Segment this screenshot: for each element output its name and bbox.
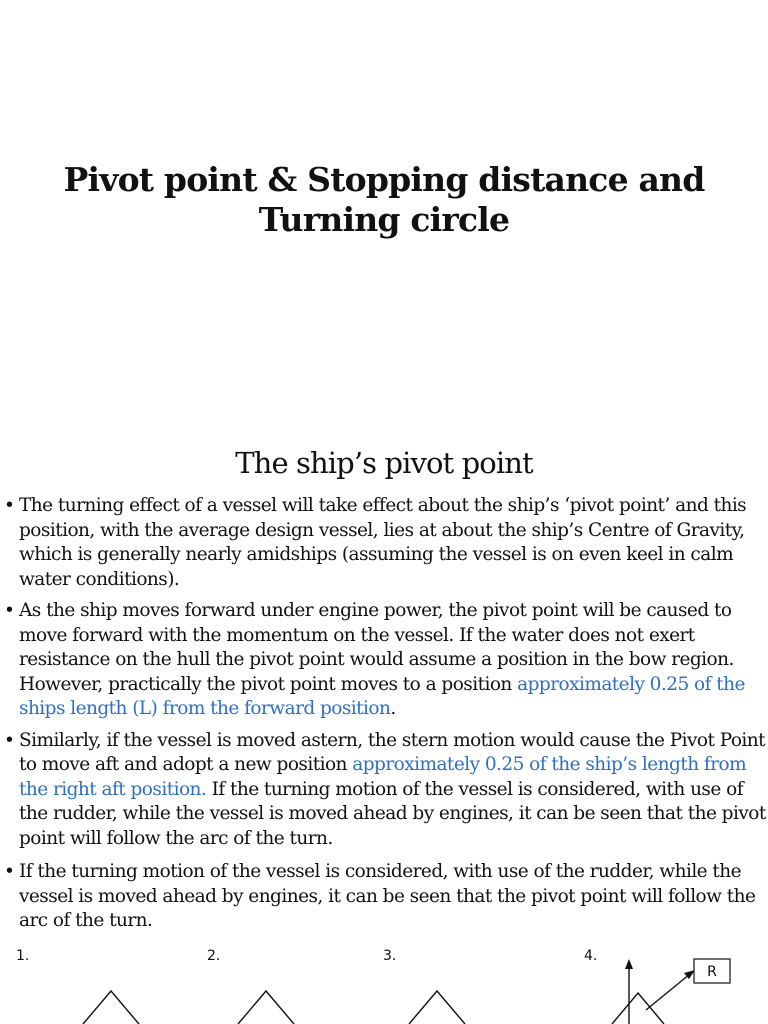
figure-drawing xyxy=(0,944,768,1024)
ship-bow-4 xyxy=(612,993,664,1024)
bullet-highlight: approximately 0.25 of the ship’s length from the right aft position. xyxy=(19,754,747,800)
bullet-highlight: approximately 0.25 of the ships length (L) from the forward position xyxy=(19,673,745,719)
ship-bow-1 xyxy=(83,991,139,1024)
bullet-item-4 xyxy=(4,860,766,934)
bullet-item-1 xyxy=(4,494,766,592)
bullet-item-3 xyxy=(4,729,766,852)
figure-label-1: 1. xyxy=(16,948,30,964)
bullet-list xyxy=(4,494,766,941)
bullet-text: As the ship moves forward under engine power, the pivot point will be caused to move forward with the momentum on the vessel. If the water does not exert resistance on the hull the pivot point would assume a position in the bow region. However, practically the pivot point moves to a position xyxy=(19,600,734,695)
heading-arrow-head xyxy=(625,959,633,969)
bullet-text-after: . xyxy=(390,698,396,719)
pivot-point-figure xyxy=(0,944,768,1024)
bullet-text-after: If the turning motion of the vessel is considered, with use of the rudder, while the vessel is moved ahead by engines, it can be seen that the pivot point will follow the arc of the turn. xyxy=(19,778,766,849)
ship-bow-3 xyxy=(409,991,465,1024)
figure-label-3: 3. xyxy=(383,948,397,964)
bullet-text: If the turning motion of the vessel is considered, with use of the rudder, while the vessel is moved ahead by engines, it can be seen that the pivot point will follow the arc of the turn. xyxy=(19,861,756,931)
slide-title xyxy=(0,160,768,240)
slide-title-line-2: Turning circle xyxy=(258,200,510,239)
slide-title-line-1: Pivot point & Stopping distance and xyxy=(63,160,705,199)
ship-bow-2 xyxy=(238,991,294,1024)
figure-label-2: 2. xyxy=(207,948,221,964)
rudder-label: R xyxy=(707,964,717,980)
bullet-text: Similarly, if the vessel is moved astern, the stern motion would cause the Pivot Point to move aft and adopt a new position xyxy=(19,729,766,775)
bullet-item-2 xyxy=(4,599,766,722)
section-heading: The ship’s pivot point xyxy=(235,446,533,480)
figure-label-4: 4. xyxy=(584,948,598,964)
bullet-text: The turning effect of a vessel will take effect about the ship’s ‘pivot point’ and this position, with the average design vessel, lies at about the ship’s Centre of Gravity, which is generally nearly amidships (assuming the vessel is on even keel in calm water conditions). xyxy=(19,495,747,590)
rudder-force-line xyxy=(646,974,690,1010)
